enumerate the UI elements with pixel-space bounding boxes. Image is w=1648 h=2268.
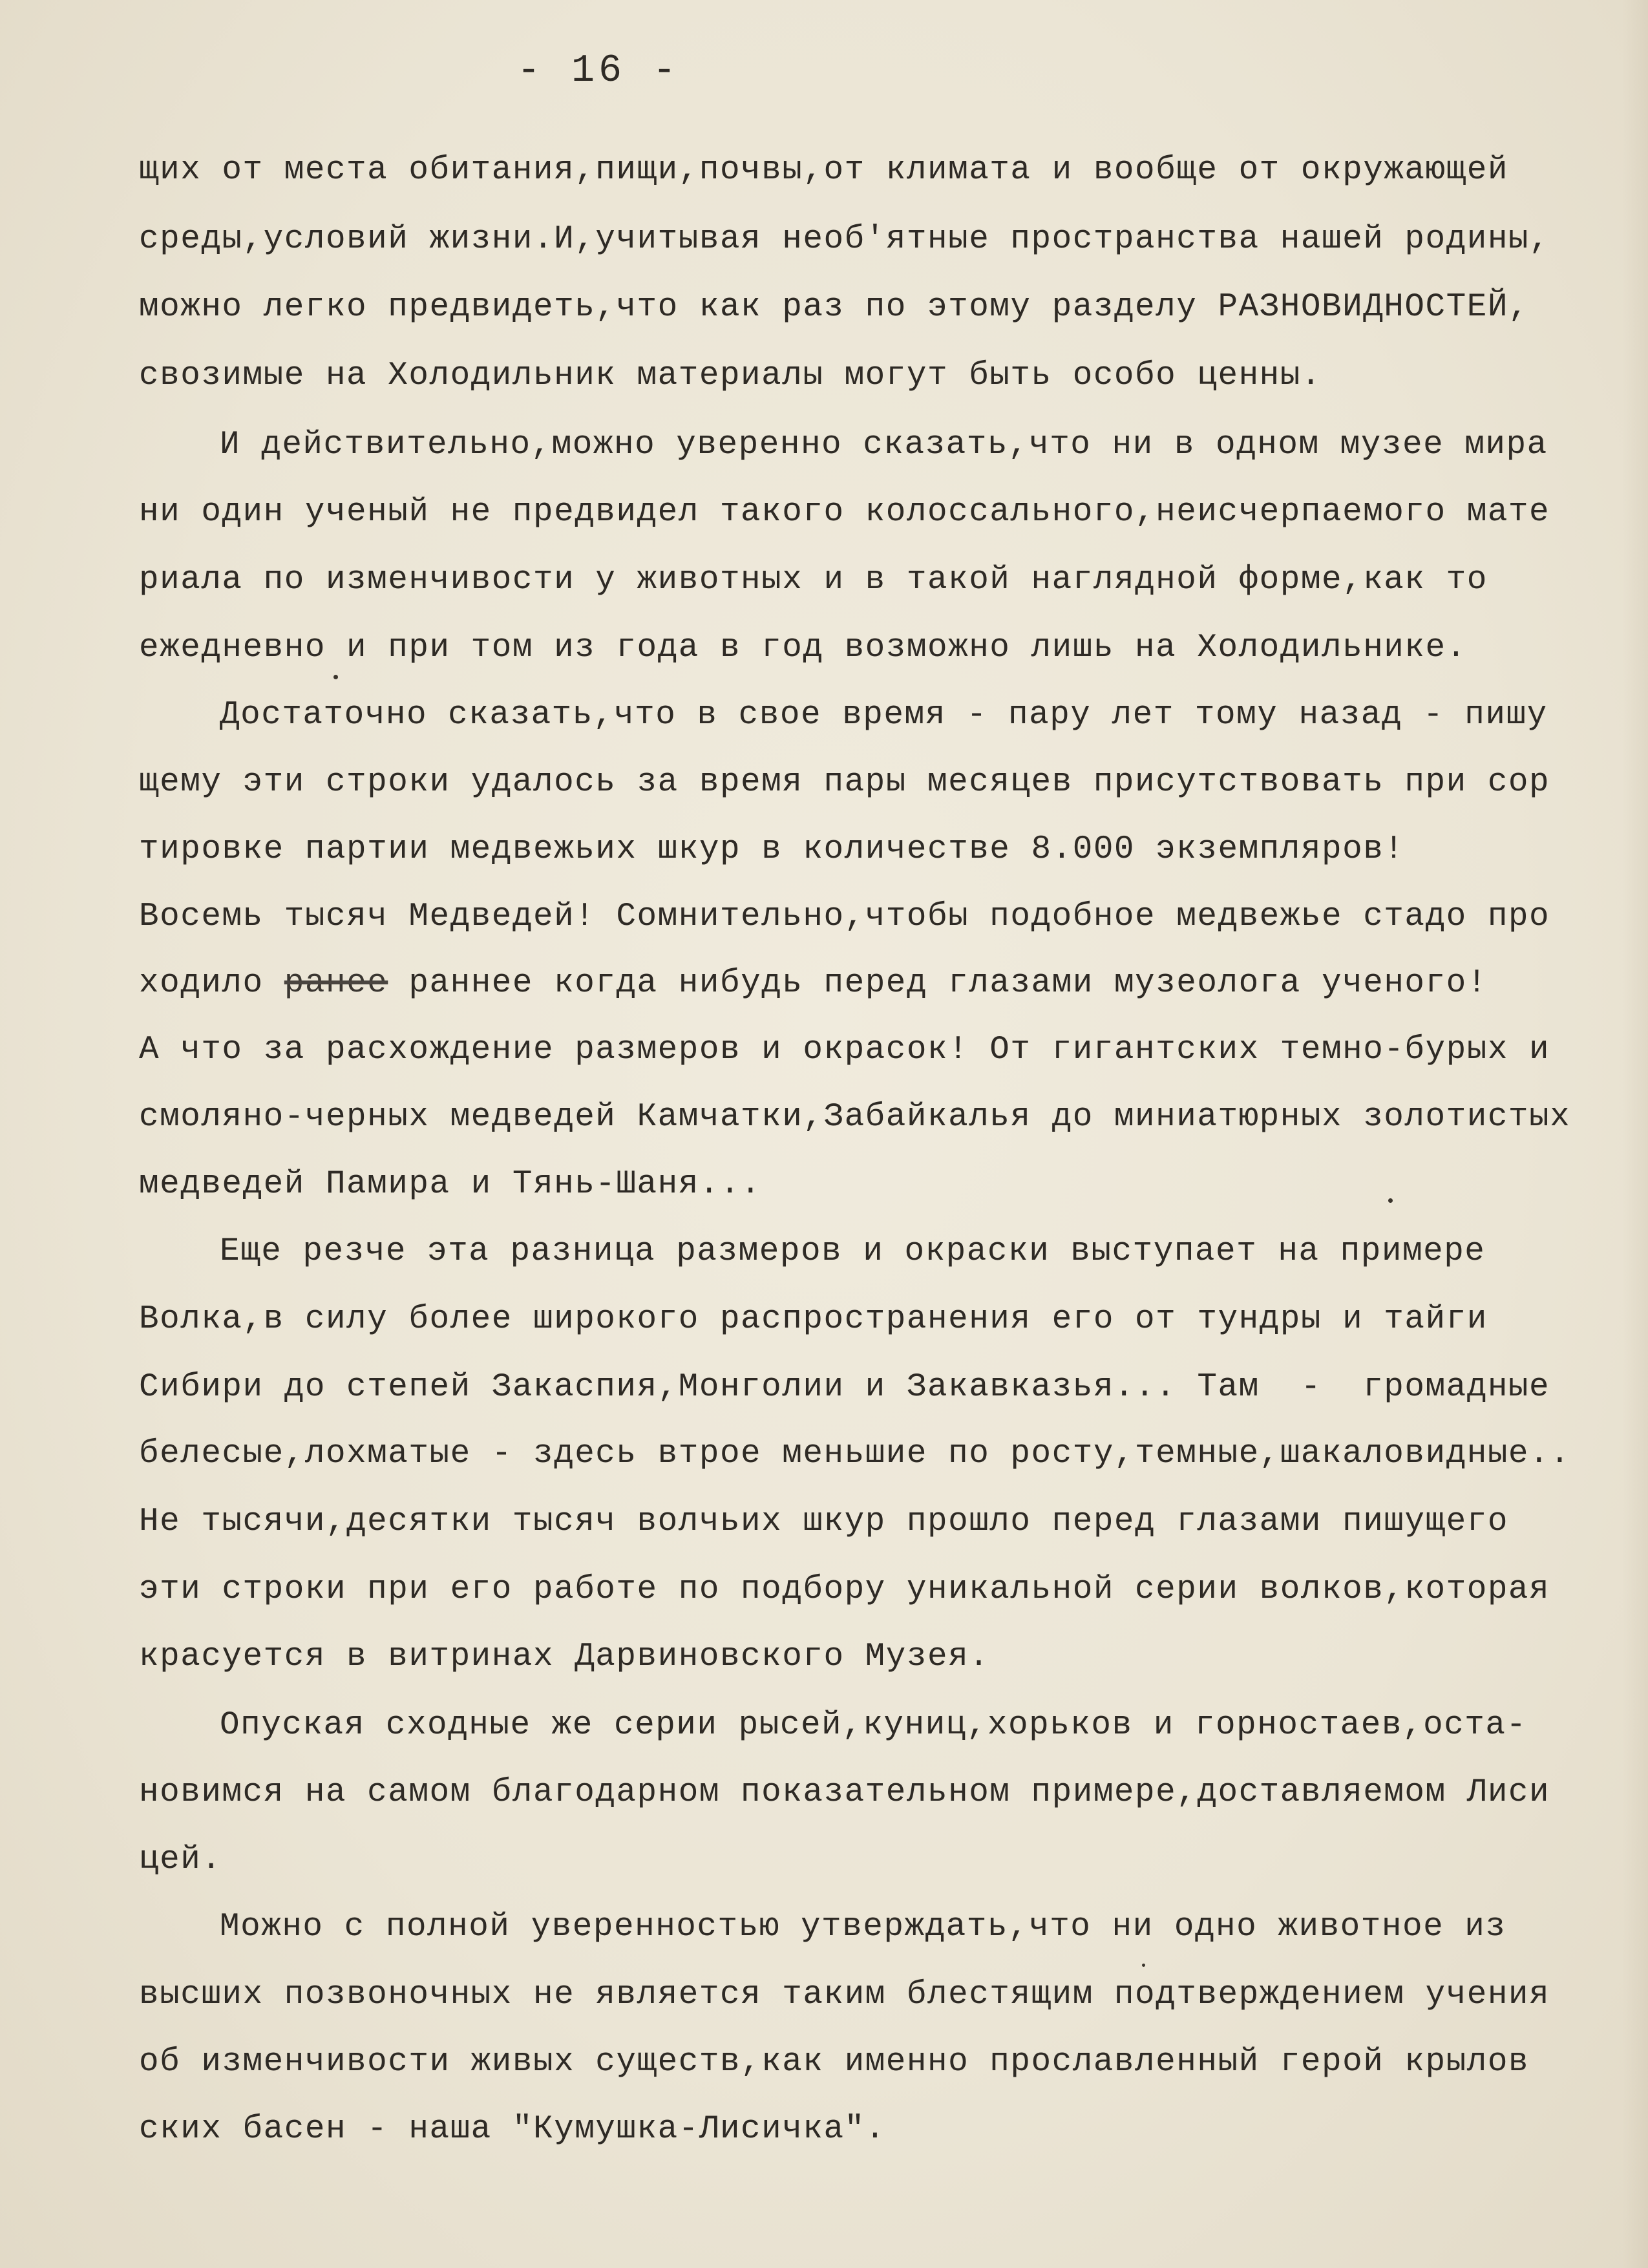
text-line: красуется в витринах Дарвиновского Музея.: [139, 1638, 990, 1675]
text-line: эти строки при его работе по подбору уникальной серии волков,которая: [139, 1571, 1550, 1608]
text-fragment: раннее когда нибудь перед глазами музеолога ученого!: [388, 965, 1488, 1002]
text-line: среды,условий жизни.И,учитывая необ'ятные пространства нашей родины,: [139, 221, 1550, 258]
ink-speck: [333, 675, 338, 679]
ink-speck: [1142, 1964, 1145, 1967]
text-line: ежедневно и при том из года в год возможно лишь на Холодильнике.: [139, 630, 1467, 666]
text-line: А что за расхождение размеров и окрасок! От гигантских темно-бурых и: [139, 1032, 1550, 1068]
text-fragment: ходило: [139, 965, 284, 1002]
text-line: ни один ученый не предвидел такого колоссального,неисчерпаемого мате: [139, 494, 1550, 531]
paragraph-first-line: И действительно,можно уверенно сказать,что ни в одном музее мира: [220, 427, 1548, 463]
text-line: Восемь тысяч Медведей! Сомнительно,чтобы подобное медвежье стадо про: [139, 898, 1550, 935]
paragraph-first-line: Достаточно сказать,что в свое время - пару лет тому назад - пишу: [220, 697, 1548, 734]
text-line: Сибири до степей Закаспия,Монголии и Закавказья... Там - громадные: [139, 1369, 1550, 1406]
text-line: медведей Памира и Тянь-Шаня...: [139, 1166, 762, 1203]
text-line: об изменчивости живых существ,как именно прославленный герой крылов: [139, 2044, 1530, 2081]
text-line: смоляно-черных медведей Камчатки,Забайкалья до миниатюрных золотистых: [139, 1099, 1571, 1136]
text-line: свозимые на Холодильник материалы могут быть особо ценны.: [139, 357, 1322, 394]
text-line: щему эти строки удалось за время пары месяцев присутствовать при сор: [139, 764, 1550, 801]
text-line: цей.: [139, 1841, 222, 1878]
text-line: тировке партии медвежьих шкур в количестве 8.000 экземпляров!: [139, 831, 1405, 868]
text-line: щих от места обитания,пищи,почвы,от климата и вообще от окружающей: [139, 152, 1508, 189]
struck-out-word: ранее: [284, 965, 388, 1002]
text-line: новимся на самом благодарном показательном примере,доставляемом Лиси: [139, 1774, 1550, 1811]
paragraph-first-line: Можно с полной уверенностью утверждать,что ни одно животное из: [220, 1909, 1506, 1945]
paper-edge-shadow: [1622, 0, 1648, 2268]
text-line: ских басен - наша "Кумушка-Лисичка".: [139, 2111, 886, 2148]
text-line: Волка,в силу более широкого распространения его от тундры и тайги: [139, 1301, 1488, 1338]
text-line-with-strikethrough: [139, 960, 1488, 1007]
text-line: Не тысячи,десятки тысяч волчьих шкур прошло перед глазами пишущего: [139, 1503, 1508, 1540]
paragraph-first-line: Еще резче эта разница размеров и окраски выступает на примере: [220, 1233, 1486, 1270]
text-line: можно легко предвидеть,что как раз по этому разделу РАЗНОВИДНОСТЕЙ,: [139, 289, 1530, 326]
text-line: высших позвоночных не является таким блестящим подтверждением учения: [139, 1977, 1550, 2013]
paragraph-first-line: Опуская сходные же серии рысей,куниц,хорьков и горностаев,оста-: [220, 1707, 1527, 1744]
page-number: - 16 -: [517, 49, 681, 93]
text-line: риала по изменчивости у животных и в такой наглядной форме,как то: [139, 562, 1488, 599]
ink-speck: [1388, 1198, 1393, 1203]
text-line: белесые,лохматые - здесь втрое меньшие по росту,темные,шакаловидные..: [139, 1436, 1571, 1472]
